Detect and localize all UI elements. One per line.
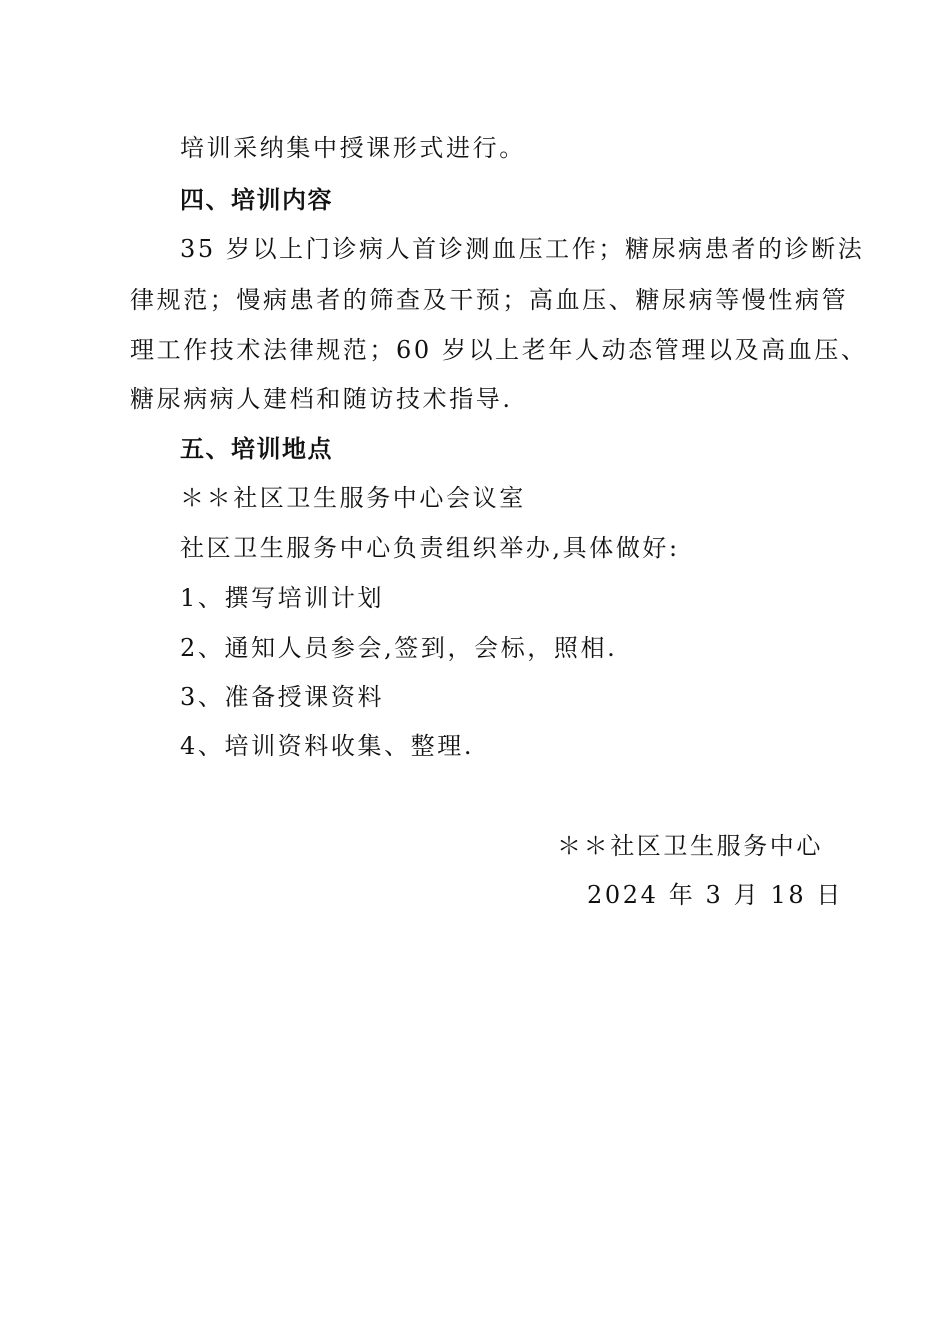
section4-line-1: 35 岁以上门诊病人首诊测血压工作；糖尿病患者的诊断法 xyxy=(180,235,865,263)
signature-org: ＊＊社区卫生服务中心 xyxy=(557,832,823,860)
section4-line-2: 律规范；慢病患者的筛查及干预；高血压、糖尿病等慢性病管 xyxy=(130,286,849,314)
responsibility-line: 社区卫生服务中心负责组织举办,具体做好: xyxy=(180,534,680,562)
list-item: 2、通知人员参会,签到，会标，照相. xyxy=(180,634,618,662)
section4-heading: 四、培训内容 xyxy=(180,185,333,214)
list-item: 4、培训资料收集、整理. xyxy=(180,732,475,760)
list-item: 1、撰写培训计划 xyxy=(180,584,385,612)
section4-line-4: 糖尿病病人建档和随访技术指导. xyxy=(130,385,513,413)
intro-line: 培训采纳集中授课形式进行。 xyxy=(180,134,526,162)
section4-line-3: 理工作技术法律规范；60 岁以上老年人动态管理以及高血压、 xyxy=(130,336,868,364)
list-item: 3、准备授课资料 xyxy=(180,683,385,711)
section5-heading: 五、培训地点 xyxy=(180,434,333,463)
location-line: ＊＊社区卫生服务中心会议室 xyxy=(180,484,526,512)
signature-date: 2024 年 3 月 18 日 xyxy=(587,881,844,909)
